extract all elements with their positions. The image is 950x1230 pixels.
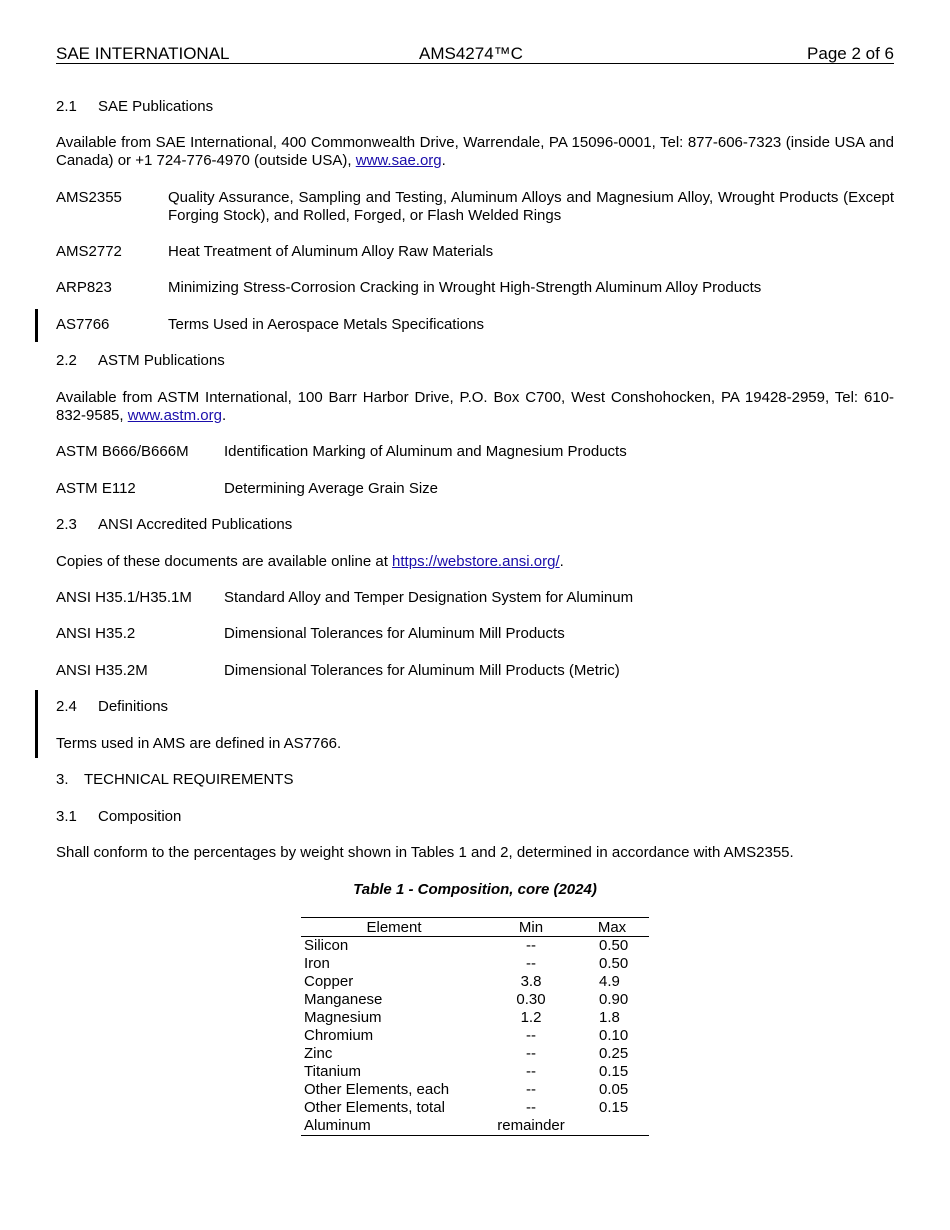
table-row bbox=[301, 1063, 649, 1081]
column-header: Max bbox=[575, 918, 649, 937]
reference-code: ARP823 bbox=[56, 279, 112, 296]
max-cell: 4.9 bbox=[599, 973, 620, 990]
section-number: 2.1 bbox=[56, 98, 77, 115]
element-cell: Copper bbox=[304, 973, 354, 990]
min-cell: 1.2 bbox=[520, 1009, 542, 1026]
table-row bbox=[301, 937, 649, 956]
sae-website-link[interactable]: www.sae.org bbox=[355, 152, 442, 169]
section-title: ANSI Accredited Publications bbox=[98, 516, 293, 533]
section-heading-3-1 bbox=[56, 808, 894, 825]
min-cell: -- bbox=[526, 1081, 536, 1098]
max-cell: 0.90 bbox=[599, 991, 629, 1008]
table-row bbox=[301, 1117, 649, 1136]
availability-text: Available from SAE International, 400 Commonwealth Drive, Warrendale, PA 15096-0001, Tel: 877-606-7323 (inside USA and Canada) or +1 724-776-4970 (outside USA), bbox=[56, 134, 894, 169]
section-heading-2-3 bbox=[56, 516, 894, 533]
reference-code: AMS2772 bbox=[56, 243, 122, 260]
max-cell: 1.8 bbox=[599, 1009, 620, 1026]
composition-paragraph: Shall conform to the percentages by weight shown in Tables 1 and 2, determined in accordance with AMS2355. bbox=[56, 844, 794, 861]
max-cell: 0.25 bbox=[599, 1045, 629, 1062]
reference-code: AMS2355 bbox=[56, 189, 122, 206]
element-cell: Manganese bbox=[304, 991, 383, 1008]
min-cell: remainder bbox=[487, 1117, 575, 1136]
section-number: 3.1 bbox=[56, 808, 77, 825]
section-heading-2-4 bbox=[56, 698, 894, 715]
composition-table bbox=[301, 917, 649, 1136]
table-caption: Table 1 - Composition, core (2024) bbox=[353, 881, 597, 898]
table-row bbox=[301, 1081, 649, 1099]
min-cell: -- bbox=[526, 955, 536, 972]
change-bar bbox=[35, 309, 38, 342]
column-header: Min bbox=[487, 918, 575, 937]
reference-title: Heat Treatment of Aluminum Alloy Raw Materials bbox=[168, 243, 494, 260]
reference-title: Dimensional Tolerances for Aluminum Mill Products bbox=[224, 625, 565, 642]
column-header: Element bbox=[301, 918, 487, 937]
table-row bbox=[301, 1045, 649, 1063]
availability-text: Available from ASTM International, 100 Barr Harbor Drive, P.O. Box C700, West Conshohocken, PA 19428-2959, Tel: 610-832-9585, bbox=[56, 389, 894, 424]
table-header-row bbox=[301, 918, 649, 937]
section-heading-2-1 bbox=[56, 98, 894, 115]
table-row bbox=[301, 991, 649, 1009]
max-cell: 0.15 bbox=[599, 1063, 629, 1080]
section-title: Composition bbox=[98, 808, 182, 825]
reference-code: ANSI H35.1/H35.1M bbox=[56, 589, 192, 606]
reference-title: Determining Average Grain Size bbox=[224, 480, 438, 497]
section-number: 2.2 bbox=[56, 352, 77, 369]
definitions-paragraph: Terms used in AMS are defined in AS7766. bbox=[56, 735, 342, 752]
element-cell: Other Elements, each bbox=[304, 1081, 450, 1098]
header-page-number: Page 2 of 6 bbox=[807, 44, 894, 63]
reference-title: Minimizing Stress-Corrosion Cracking in Wrought High-Strength Aluminum Alloy Products bbox=[168, 279, 762, 296]
max-cell: 0.50 bbox=[599, 955, 629, 972]
reference-code: ASTM E112 bbox=[56, 480, 136, 497]
element-cell: Chromium bbox=[304, 1027, 374, 1044]
reference-title: Identification Marking of Aluminum and Magnesium Products bbox=[224, 443, 627, 460]
availability-paragraph-ansi: Copies of these documents are available online at https://webstore.ansi.org/. bbox=[56, 553, 564, 570]
min-cell: -- bbox=[526, 1045, 536, 1062]
reference-title-text: Quality Assurance, Sampling and Testing, Aluminum Alloys and Magnesium Alloy, Wrought Products (Except Forging Stock), and Rolled, Forged, or Flash Welded Rings bbox=[168, 189, 894, 224]
min-cell: 3.8 bbox=[520, 973, 542, 990]
reference-title: Standard Alloy and Temper Designation System for Aluminum bbox=[224, 589, 634, 606]
element-cell: Titanium bbox=[304, 1063, 361, 1080]
element-cell: Iron bbox=[304, 955, 330, 972]
header-org: SAE INTERNATIONAL bbox=[56, 44, 230, 63]
table-row bbox=[301, 1099, 649, 1117]
section-number: 2.4 bbox=[56, 698, 77, 715]
section-title: Definitions bbox=[98, 698, 169, 715]
reference-title: Dimensional Tolerances for Aluminum Mill Products (Metric) bbox=[224, 662, 620, 679]
section-number: 3. bbox=[56, 771, 69, 788]
section-heading-2-2 bbox=[56, 352, 894, 369]
element-cell: Silicon bbox=[304, 937, 349, 954]
reference-title: Terms Used in Aerospace Metals Specifications bbox=[168, 316, 484, 333]
min-cell: -- bbox=[526, 1099, 536, 1116]
reference-title bbox=[168, 189, 894, 225]
section-title: ASTM Publications bbox=[98, 352, 225, 369]
min-cell: -- bbox=[526, 1027, 536, 1044]
max-cell: 0.10 bbox=[599, 1027, 629, 1044]
reference-code: ANSI H35.2M bbox=[56, 662, 148, 679]
ansi-webstore-link[interactable]: https://webstore.ansi.org/ bbox=[392, 553, 560, 570]
min-cell: -- bbox=[526, 1063, 536, 1080]
section-heading-3 bbox=[56, 771, 894, 788]
reference-code: ANSI H35.2 bbox=[56, 625, 136, 642]
change-bar bbox=[35, 690, 38, 758]
max-cell: 0.50 bbox=[599, 937, 629, 954]
table-row bbox=[301, 1009, 649, 1027]
element-cell: Other Elements, total bbox=[304, 1099, 445, 1116]
section-number: 2.3 bbox=[56, 516, 77, 533]
min-cell: 0.30 bbox=[516, 991, 546, 1008]
section-title: TECHNICAL REQUIREMENTS bbox=[84, 771, 294, 788]
min-cell: -- bbox=[526, 937, 536, 954]
reference-code: AS7766 bbox=[56, 316, 110, 333]
availability-paragraph-sae: Available from SAE International, 400 Commonwealth Drive, Warrendale, PA 15096-0001, Tel: 877-606-7323 (inside USA and Canada) or +1 724-776-4970 (outside USA), www.sae.org. bbox=[56, 134, 894, 169]
table-row bbox=[301, 955, 649, 973]
max-cell bbox=[575, 1117, 649, 1136]
availability-paragraph-astm: Available from ASTM International, 100 Barr Harbor Drive, P.O. Box C700, West Conshohocken, PA 19428-2959, Tel: 610-832-9585, www.astm.org. bbox=[56, 389, 894, 424]
header-rule bbox=[56, 63, 894, 64]
element-cell: Zinc bbox=[304, 1045, 333, 1062]
table-row bbox=[301, 973, 649, 991]
element-cell: Aluminum bbox=[301, 1117, 487, 1136]
table-row bbox=[301, 1027, 649, 1045]
element-cell: Magnesium bbox=[304, 1009, 382, 1026]
section-title: SAE Publications bbox=[98, 98, 214, 115]
astm-website-link[interactable]: www.astm.org bbox=[127, 407, 222, 424]
max-cell: 0.05 bbox=[599, 1081, 629, 1098]
header-doc-id: AMS4274™C bbox=[419, 44, 523, 63]
availability-text: Copies of these documents are available online at bbox=[56, 553, 393, 570]
reference-code: ASTM B666/B666M bbox=[56, 443, 189, 460]
max-cell: 0.15 bbox=[599, 1099, 629, 1116]
